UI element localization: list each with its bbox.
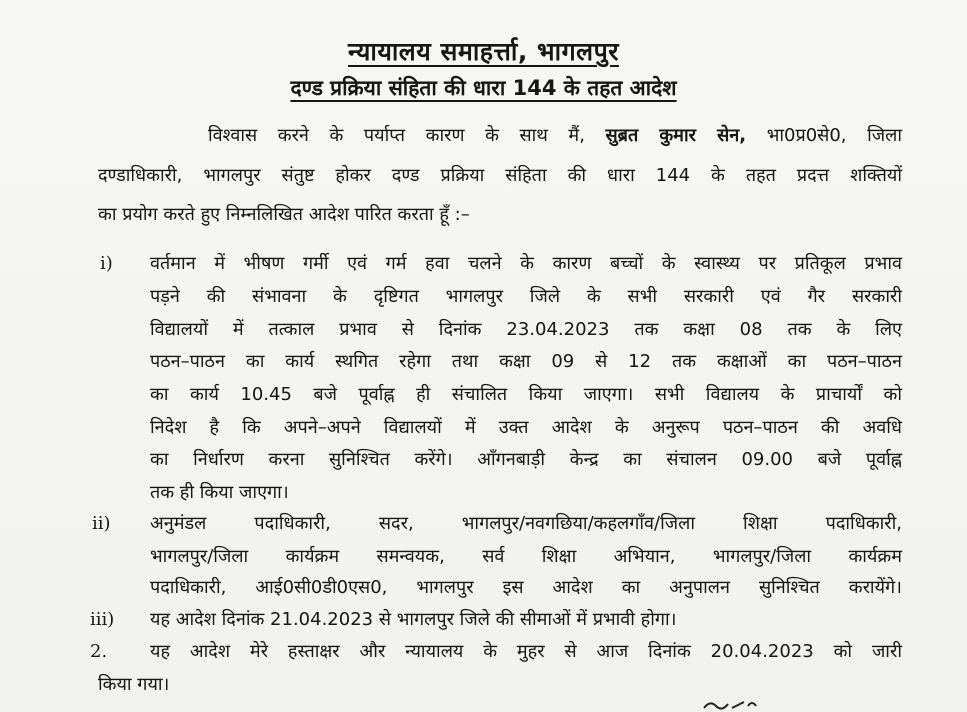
- item-2-line: पदाधिकारी, आई0सी0डी0एस0, भागलपुर इस आदेश का अनुपालन सुनिश्चित करायेंगे।: [150, 577, 902, 598]
- closing-number: 2.: [90, 641, 108, 662]
- item-1-line: का निर्धारण करना सुनिश्चित करेंगे। आँगनबाड़ी केन्द्र का संचालन 09.00 बजे पूर्वाह्न: [150, 449, 902, 470]
- item-2-line: भागलपुर/जिला कार्यक्रम समन्वयक, सर्व शिक्षा अभियान, भागलपुर/जिला कार्यक्रम: [150, 546, 902, 567]
- order-subtitle: दण्ड प्रक्रिया संहिता की धारा 144 के तहत आदेश: [290, 76, 677, 100]
- court-title: न्यायालय समाहर्त्ता, भागलपुर: [347, 37, 620, 66]
- item-3-line: यह आदेश दिनांक 21.04.2023 से भागलपुर जिले की सीमाओं में प्रभावी होगा।: [150, 609, 677, 630]
- item-1-line: पठन–पाठन का कार्य स्थगित रहेगा तथा कक्षा 09 से 12 तक कक्षाओं का पठन–पाठन: [150, 351, 902, 372]
- closing-line-1: यह आदेश मेरे हस्ताक्षर और न्यायालय के मुहर से आज दिनांक 20.04.2023 को जारी: [150, 641, 902, 662]
- item-number: ii): [92, 513, 111, 534]
- intro-line-1: विश्वास करने के पर्याप्त कारण के साथ मैं, सुब्रत कुमार सेन, भा0प्र0से0, जिला: [208, 125, 902, 146]
- signature-mark: [700, 694, 760, 712]
- magistrate-name: सुब्रत कुमार सेन,: [605, 125, 747, 146]
- closing-line-2: किया गया।: [98, 674, 170, 695]
- intro-line-2: दण्डाधिकारी, भागलपुर संतुष्ट होकर दण्ड प्रक्रिया संहिता की धारा 144 के तहत प्रदत्त शक्तियों: [98, 165, 902, 186]
- item-number: iii): [90, 609, 115, 630]
- item-2-line: अनुमंडल पदाधिकारी, सदर, भागलपुर/नवगछिया/कहलगाँव/जिला शिक्षा पदाधिकारी,: [150, 513, 902, 534]
- item-1-line: निदेश है कि अपने–अपने विद्यालयों में उक्त आदेश के अनुरूप पठन–पाठन की अवधि: [150, 417, 902, 438]
- item-1-line: पड़ने की संभावना के दृष्टिगत भागलपुर जिले के सभी सरकारी एवं गैर सरकारी: [150, 286, 902, 307]
- item-1-line: विद्यालयों में तत्काल प्रभाव से दिनांक 23.04.2023 तक कक्षा 08 तक के लिए: [150, 319, 902, 340]
- item-number: i): [100, 253, 113, 274]
- item-1-line: वर्तमान में भीषण गर्मी एवं गर्म हवा चलने के कारण बच्चों के स्वास्थ्य पर प्रतिकूल प्रभाव: [150, 253, 902, 274]
- item-1-line: का कार्य 10.45 बजे पूर्वाह्न ही संचालित किया जाएगा। सभी विद्यालय के प्राचार्यों को: [150, 384, 902, 405]
- intro-line-3: का प्रयोग करते हुए निम्नलिखित आदेश पारित करता हूँ :–: [98, 204, 470, 225]
- item-1-line: तक ही किया जाएगा।: [150, 482, 289, 503]
